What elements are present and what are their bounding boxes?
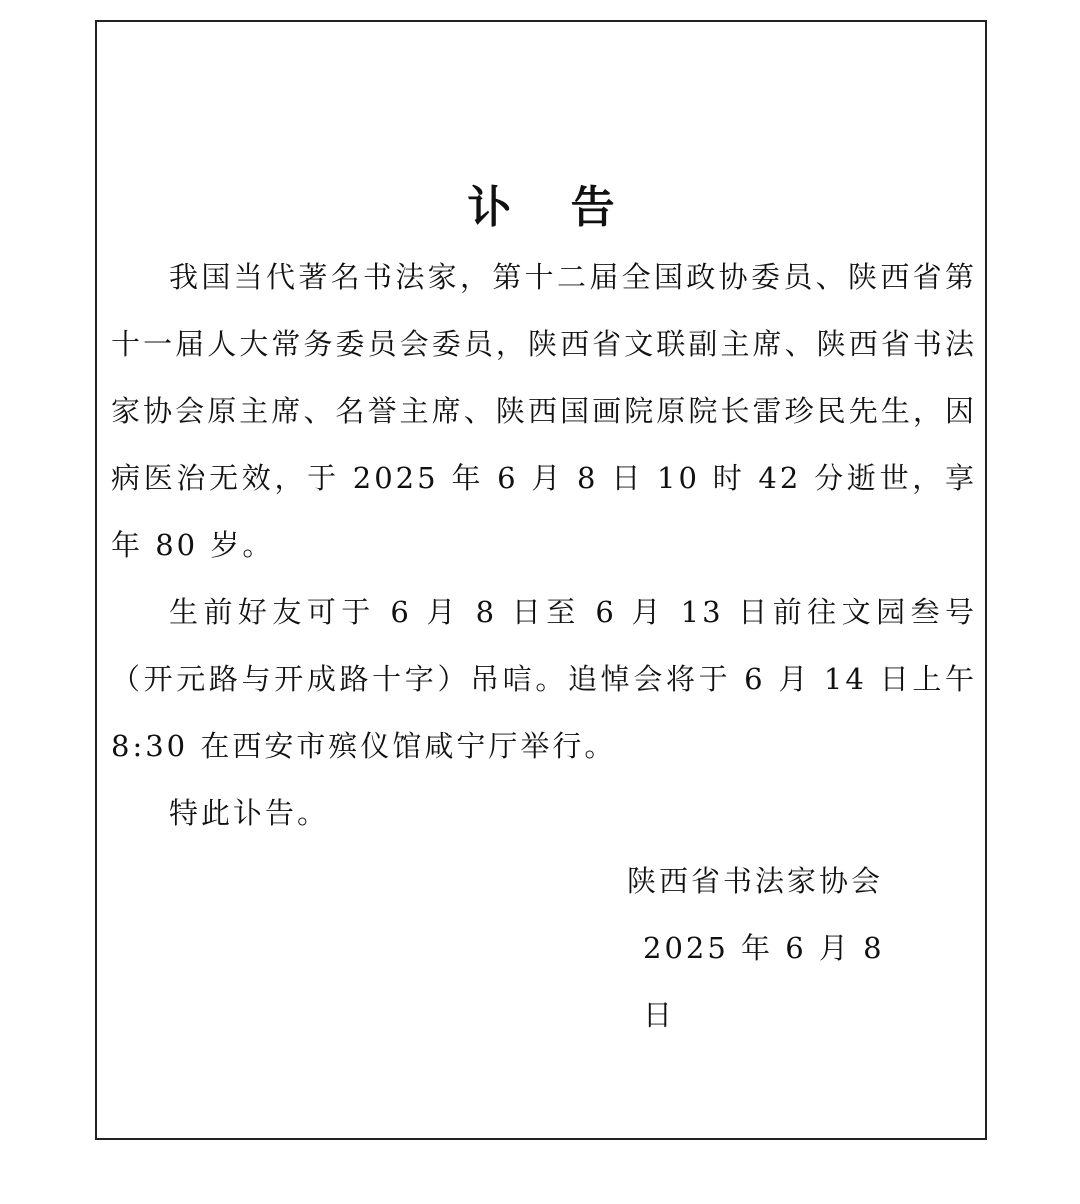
paragraph-memorial-arrangements: 生前好友可于 6 月 8 日至 6 月 13 日前往文园叁号（开元路与开成路十字）吊唁。追悼会将于 6 月 14 日上午 8:30 在西安市殡仪馆咸宁厅举行。	[111, 595, 977, 763]
paragraph-announcement: 我国当代著名书法家，第十二届全国政协委员、陕西省第十一届人大常务委员会委员，陕西省文联副主席、陕西省书法家协会原主席、名誉主席、陕西国画院原院长雷珍民先生，因病医治无效，于 2025 年 6 月 8 日 10 时 42 分逝世，享年 80 岁。	[111, 260, 977, 562]
document-title: 讣 告	[467, 182, 637, 233]
signature-block	[627, 848, 907, 1049]
obituary-document	[95, 20, 987, 1140]
signature-organization: 陕西省书法家协会	[627, 864, 884, 898]
paragraph-closing: 特此讣告。	[169, 796, 330, 830]
document-body	[111, 244, 977, 847]
signature-date: 2025 年 6 月 8 日	[643, 931, 885, 1032]
